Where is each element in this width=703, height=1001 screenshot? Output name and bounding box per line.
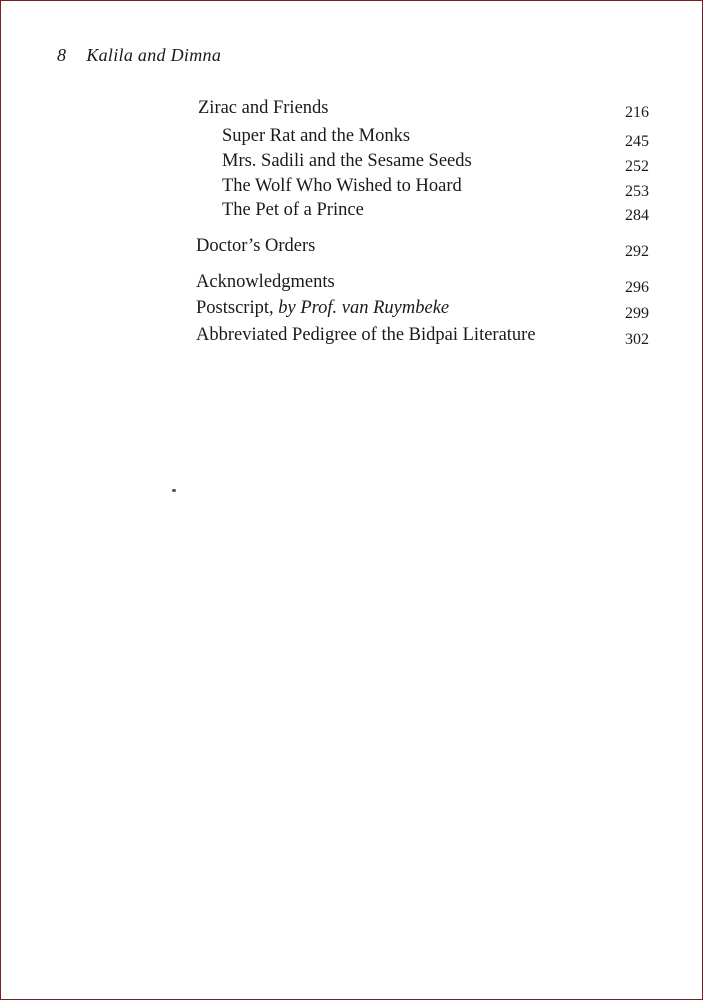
toc-entry-title-prefix: Postscript, <box>196 298 279 318</box>
toc-entry-title: The Pet of a Prince <box>222 200 364 220</box>
toc-page-number: 245 <box>625 133 649 150</box>
book-title: Kalila and Dimna <box>86 45 222 65</box>
toc-entry-title: Doctor’s Orders <box>196 236 316 256</box>
toc-entry-title: Mrs. Sadili and the Sesame Seeds <box>222 151 472 171</box>
page-folio: 8 <box>57 45 67 65</box>
paper-speck <box>172 489 176 492</box>
toc-page-number: 216 <box>625 104 649 121</box>
toc-page-number: 292 <box>625 243 649 260</box>
toc-entry-title <box>196 299 449 318</box>
toc-page-number: 252 <box>625 158 649 175</box>
toc-entry-title: Acknowledgments <box>196 272 335 292</box>
toc-page-number: 296 <box>625 279 649 296</box>
toc-page-number: 284 <box>625 207 649 224</box>
toc-entry-title: Super Rat and the Monks <box>222 126 411 146</box>
toc-entry-title-italic: by Prof. van Ruymbeke <box>278 298 450 318</box>
table-of-contents <box>1 1 703 1001</box>
toc-page-number: 253 <box>625 183 649 200</box>
toc-entry-title: Abbreviated Pedigree of the Bidpai Literature <box>196 325 536 345</box>
toc-entry-title: The Wolf Who Wished to Hoard <box>222 176 462 196</box>
toc-entry-title: Zirac and Friends <box>198 98 329 118</box>
toc-page-number: 299 <box>625 305 649 322</box>
toc-page-number: 302 <box>625 331 649 348</box>
